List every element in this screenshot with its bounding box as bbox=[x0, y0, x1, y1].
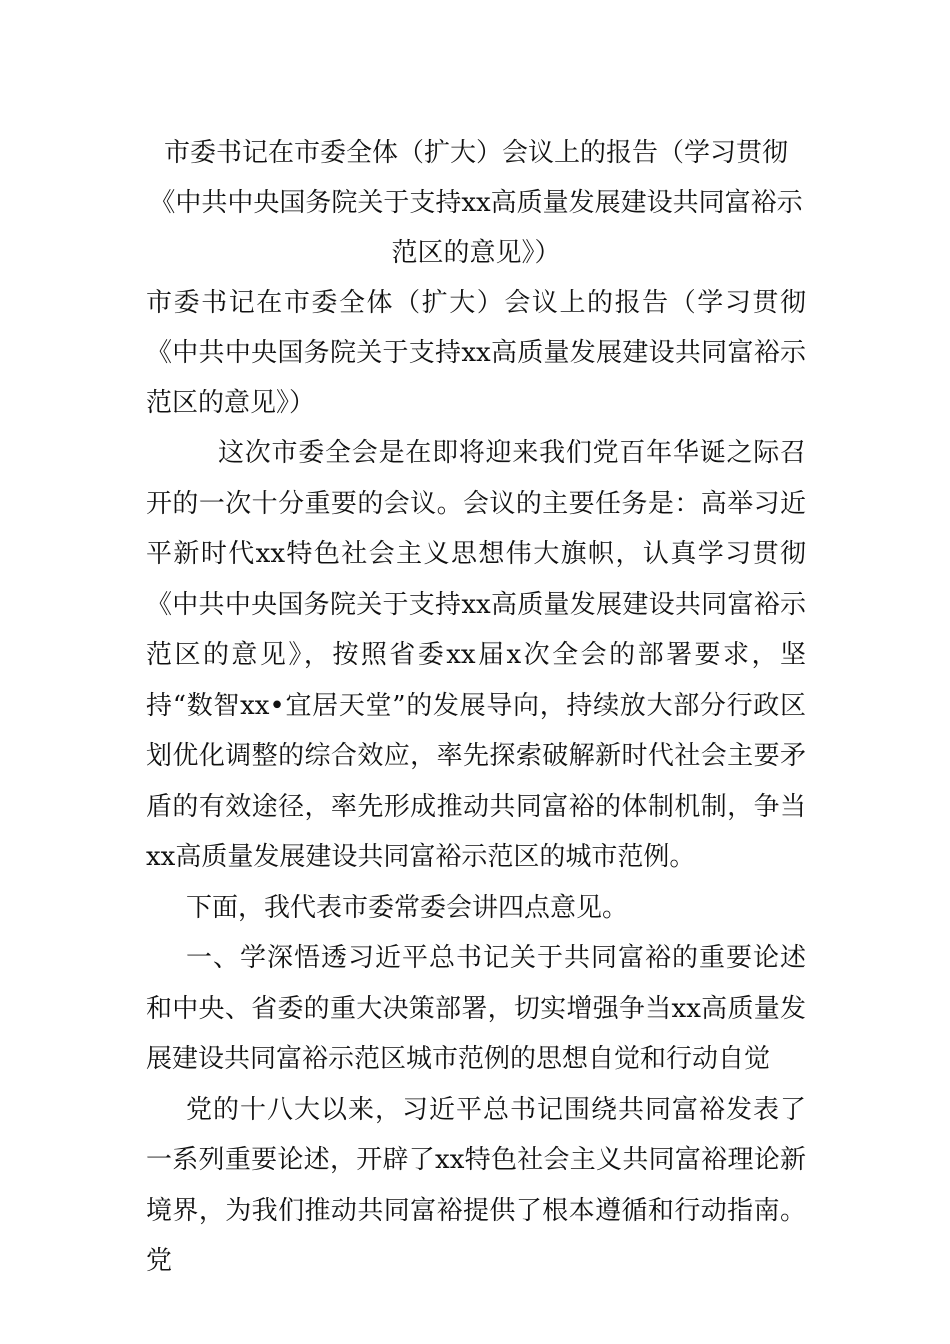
document-page bbox=[146, 128, 806, 1287]
section-paragraph: 党的十八大以来，习近平总书记围绕共同富裕发表了一系列重要论述，开辟了xx特色社会主义共同富裕理论新境界，为我们推动共同富裕提供了根本遵循和行动指南。党 bbox=[146, 1094, 806, 1276]
transition-paragraph: 下面，我代表市委常委会讲四点意见。 bbox=[186, 892, 629, 923]
intro-paragraph: 这次市委全会是在即将迎来我们党百年华诞之际召开的一次十分重要的会议。会议的主要任务是：高举习近平新时代xx特色社会主义思想伟大旗帜，认真学习贯彻《中共中央国务院关于支持xx高质量发展建设共同富裕示范区的意见》，按照省委xx届x次全会的部署要求，坚持“数智xx•宜居天堂”的发展导向，持续放大部分行政区划优化调整的综合效应，率先探索破解新时代社会主要矛盾的有效途径，率先形成推动共同富裕的体制机制，争当xx高质量发展建设共同富裕示范区的城市范例。 bbox=[146, 438, 806, 872]
document-subtitle: 市委书记在市委全体（扩大）会议上的报告（学习贯彻《中共中央国务院关于支持xx高质量发展建设共同富裕示范区的意见》） bbox=[146, 288, 806, 418]
document-title: 市委书记在市委全体（扩大）会议上的报告（学习贯彻《中共中央国务院关于支持xx高质量发展建设共同富裕示范区的意见》） bbox=[149, 138, 803, 268]
section-heading: 一、学深悟透习近平总书记关于共同富裕的重要论述和中央、省委的重大决策部署，切实增强争当xx高质量发展建设共同富裕示范区城市范例的思想自觉和行动自觉 bbox=[146, 943, 806, 1074]
